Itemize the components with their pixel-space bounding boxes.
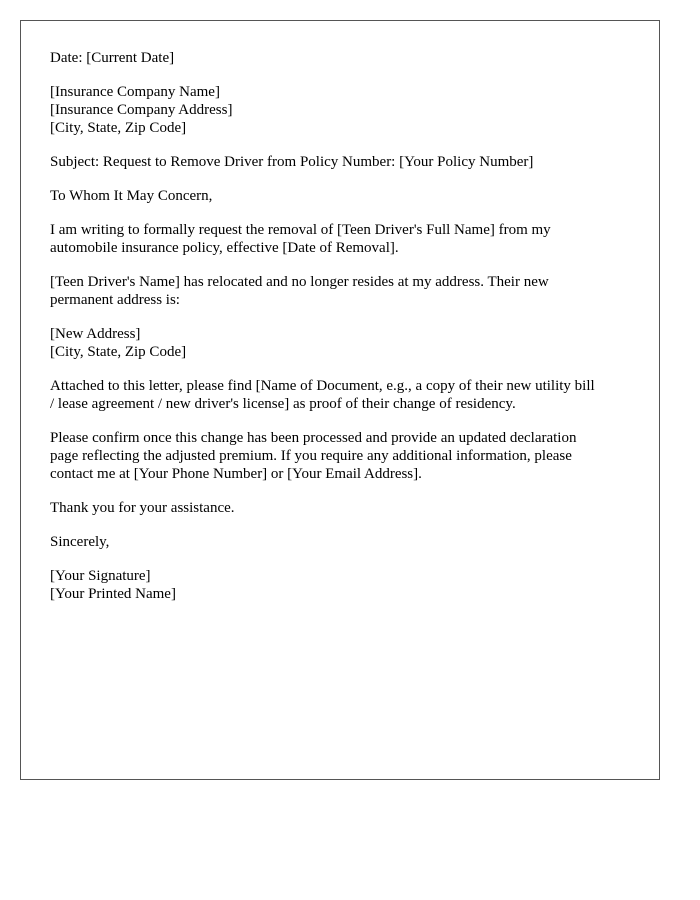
paragraph-removal-request xyxy=(50,221,640,257)
recipient-block xyxy=(50,83,640,137)
closing-text: Sincerely, xyxy=(50,534,110,550)
signature-placeholder: [Your Signature] xyxy=(50,568,151,584)
subject-text: Subject: Request to Remove Driver from Policy Number: [Your Policy Number] xyxy=(50,154,534,170)
paragraph-line: Please confirm once this change has been processed and provide an updated declaration xyxy=(50,430,577,446)
new-address-block xyxy=(50,325,640,361)
paragraph-relocation xyxy=(50,273,640,309)
paragraph-confirmation xyxy=(50,429,640,483)
salutation-text: To Whom It May Concern, xyxy=(50,188,213,204)
printed-name-placeholder: [Your Printed Name] xyxy=(50,586,176,602)
paragraph-line: page reflecting the adjusted premium. If you require any additional information, please xyxy=(50,448,572,464)
paragraph-line: I am writing to formally request the removal of [Teen Driver's Full Name] from my xyxy=(50,222,551,238)
signature-block xyxy=(50,567,640,603)
paragraph-line: permanent address is: xyxy=(50,292,180,308)
paragraph-line: [Teen Driver's Name] has relocated and no longer resides at my address. Their new xyxy=(50,274,549,290)
thanks-text: Thank you for your assistance. xyxy=(50,500,235,516)
paragraph-attachment xyxy=(50,377,640,413)
thanks-line xyxy=(50,499,640,517)
salutation xyxy=(50,187,640,205)
new-city-state-zip: [City, State, Zip Code] xyxy=(50,344,187,360)
paragraph-line: Attached to this letter, please find [Name of Document, e.g., a copy of their new utility bill xyxy=(50,378,595,394)
paragraph-line: / lease agreement / new driver's license] as proof of their change of residency. xyxy=(50,396,516,412)
closing-line xyxy=(50,533,640,551)
paragraph-line: automobile insurance policy, effective [Date of Removal]. xyxy=(50,240,399,256)
paragraph-line: contact me at [Your Phone Number] or [Your Email Address]. xyxy=(50,466,422,482)
date-line xyxy=(50,49,640,67)
recipient-name: [Insurance Company Name] xyxy=(50,84,220,100)
recipient-address: [Insurance Company Address] xyxy=(50,102,233,118)
date-text: Date: [Current Date] xyxy=(50,50,175,66)
letter-page xyxy=(20,20,660,780)
new-address: [New Address] xyxy=(50,326,141,342)
subject-line xyxy=(50,153,640,171)
letter-body xyxy=(50,49,640,619)
recipient-city-state-zip: [City, State, Zip Code] xyxy=(50,120,187,136)
